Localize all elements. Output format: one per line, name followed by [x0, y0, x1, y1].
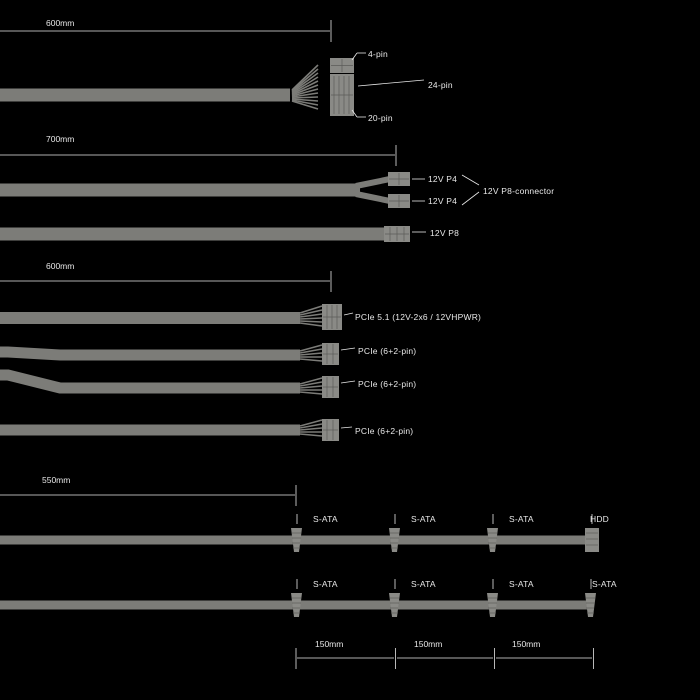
- dimension-label: 550mm: [42, 475, 71, 485]
- connector-label-sata-6: S-ATA: [509, 579, 534, 589]
- connector-label-pcie-51: PCIe 5.1 (12V-2x6 / 12VHPWR): [355, 312, 482, 322]
- dimension-label: 700mm: [46, 134, 75, 144]
- connector-label-20pin: 20-pin: [368, 113, 393, 123]
- connector-sata-5: [389, 593, 400, 617]
- connector-label-sata-1: S-ATA: [313, 514, 338, 524]
- connector-label-4pin: 4-pin: [368, 49, 388, 59]
- cable-pcie-51: [0, 304, 353, 330]
- connector-sata-4: [291, 593, 302, 617]
- cable-pcie-dual: [0, 343, 355, 398]
- dimension-label: 600mm: [46, 18, 75, 28]
- connector-label-sata-3: S-ATA: [509, 514, 534, 524]
- connector-label-12v-p4-bottom: 12V P4: [428, 196, 458, 206]
- connector-label-pcie-c: PCIe (6+2-pin): [355, 426, 414, 436]
- connector-label-pcie-a: PCIe (6+2-pin): [358, 346, 417, 356]
- cable-pcie-single: [0, 419, 352, 441]
- connector-label-pcie-b: PCIe (6+2-pin): [358, 379, 417, 389]
- connector-sata-2: [389, 528, 400, 552]
- dimension-label: 150mm: [512, 639, 541, 649]
- cable-pcie-a-sleeve: [0, 352, 300, 355]
- connector-label-12v-p8-connector: 12V P8-connector: [483, 186, 555, 196]
- connector-sata-1: [291, 528, 302, 552]
- dimension-label: 150mm: [414, 639, 443, 649]
- cable-12v-p8: [0, 172, 479, 208]
- connector-sata-7: [585, 593, 596, 617]
- cable-sata-chain-2: [0, 579, 596, 617]
- cable-12v-p8-single: [0, 226, 426, 242]
- connector-label-24pin: 24-pin: [428, 80, 453, 90]
- connector-label-sata-2: S-ATA: [411, 514, 436, 524]
- dimension-label: 600mm: [46, 261, 75, 271]
- connector-label-sata-7: S-ATA: [592, 579, 617, 589]
- connector-sata-6: [487, 593, 498, 617]
- connector-label-sata-5: S-ATA: [411, 579, 436, 589]
- connector-hdd-molex: [585, 528, 599, 552]
- connector-label-sata-4: S-ATA: [313, 579, 338, 589]
- connector-label-12v-p4-top: 12V P4: [428, 174, 458, 184]
- connector-sata-3: [487, 528, 498, 552]
- cable-24pin: [0, 53, 424, 117]
- connector-label-hdd: HDD: [590, 514, 610, 524]
- connector-label-12v-p8: 12V P8: [430, 228, 460, 238]
- dimension-label: 150mm: [315, 639, 344, 649]
- cable-pcie-b-sleeve: [0, 375, 300, 388]
